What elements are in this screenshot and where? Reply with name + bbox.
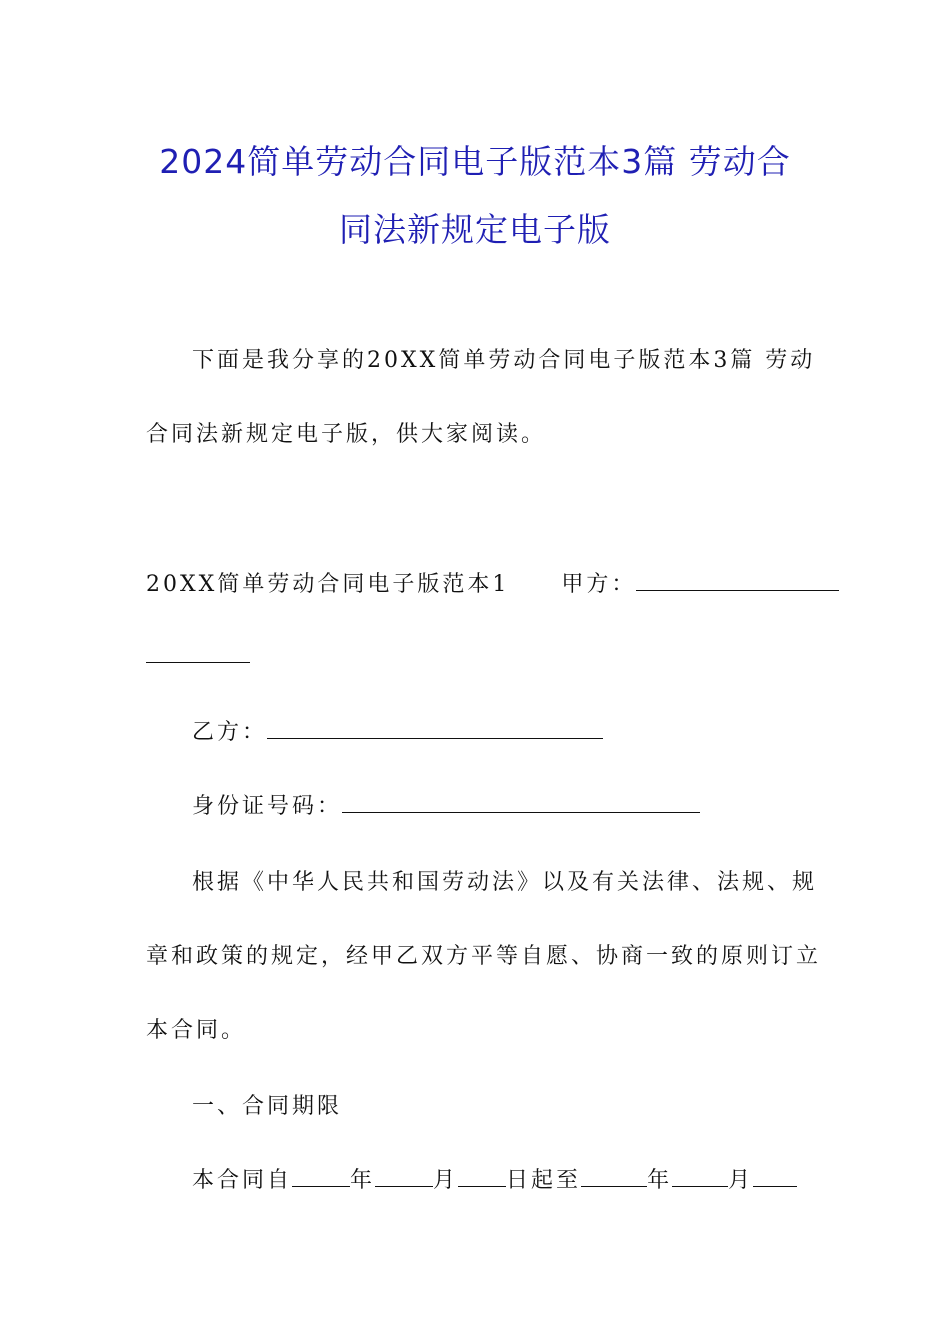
party-b-blank xyxy=(267,718,603,739)
basis-paragraph-line-3: 本合同。 xyxy=(146,1018,247,1043)
end-day-blank xyxy=(753,1166,797,1187)
section-1-heading: 一、合同期限 xyxy=(192,1094,343,1119)
party-a-blank-continuation xyxy=(146,642,250,663)
intro-paragraph-line-2: 合同法新规定电子版，供大家阅读。 xyxy=(146,422,547,447)
party-b-label: 乙方： xyxy=(192,720,268,745)
term-year-1: 年 xyxy=(350,1168,376,1193)
id-number-blank xyxy=(342,792,700,813)
term-year-2: 年 xyxy=(647,1168,673,1193)
end-year-blank xyxy=(581,1166,647,1187)
sample-heading: 20XX简单劳动合同电子版范本1 xyxy=(146,572,510,597)
start-month-blank xyxy=(375,1166,433,1187)
sample-heading-row xyxy=(146,570,839,600)
party-a-blank xyxy=(636,570,839,591)
party-a-blank-continuation-row xyxy=(146,642,250,672)
id-number-row xyxy=(192,792,700,822)
contract-term-row xyxy=(192,1166,797,1196)
term-day-1: 日起至 xyxy=(506,1168,582,1193)
start-day-blank xyxy=(458,1166,506,1187)
term-month-2: 月 xyxy=(728,1168,754,1193)
term-month-1: 月 xyxy=(433,1168,459,1193)
document-title-line-2: 同法新规定电子版 xyxy=(339,210,611,249)
party-a-label: 甲方： xyxy=(561,572,637,597)
term-prefix: 本合同自 xyxy=(192,1168,293,1193)
party-b-row xyxy=(192,718,603,748)
basis-paragraph-line-2: 章和政策的规定，经甲乙双方平等自愿、协商一致的原则订立 xyxy=(146,944,822,969)
start-year-blank xyxy=(292,1166,350,1187)
intro-paragraph-line-1: 下面是我分享的20XX简单劳动合同电子版范本3篇 劳动 xyxy=(192,348,816,373)
document-title-line-1: 2024简单劳动合同电子版范本3篇 劳动合 xyxy=(159,142,791,181)
basis-paragraph-line-1: 根据《中华人民共和国劳动法》以及有关法律、法规、规 xyxy=(192,870,818,895)
id-number-label: 身份证号码： xyxy=(192,794,343,819)
end-month-blank xyxy=(672,1166,728,1187)
